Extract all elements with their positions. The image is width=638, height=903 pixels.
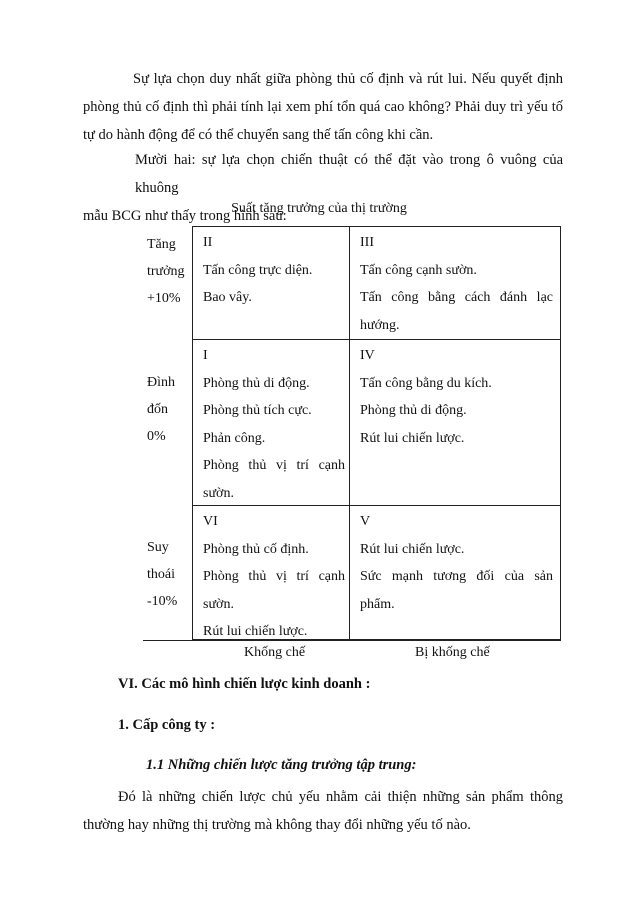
paragraph-1-line-2: phòng thủ cố định thì phải tính lại xem phí tổn quá cao không? Phải duy trì yếu tố — [83, 99, 563, 115]
section-heading: VI. Các mô hình chiến lược kinh doanh : — [118, 676, 371, 692]
matrix-column-divider — [349, 226, 350, 640]
subsubsection-heading: 1.1 Những chiến lược tăng trưởng tập trung: — [146, 757, 417, 773]
column-label-dominant: Khống chế — [244, 645, 306, 660]
paragraph-1 — [83, 65, 563, 149]
row-label-growth — [147, 231, 185, 312]
cell-line: Bao vây. — [203, 290, 252, 305]
row-label-line: Đình — [147, 375, 175, 390]
paragraph-1-line-3: tự do hành động để có thể chuyển sang thế tấn công khi cần. — [83, 127, 434, 143]
row-label-line: trưởng — [147, 264, 185, 279]
cell-line: Rút lui chiến lược. — [203, 624, 308, 639]
row-label-line: thoái — [147, 567, 175, 582]
matrix-cell-v — [360, 508, 553, 618]
matrix-cell-ii — [203, 229, 345, 312]
cell-title: IV — [360, 348, 375, 363]
matrix-cell-i — [203, 342, 345, 507]
row-label-line: 0% — [147, 429, 166, 444]
cell-line: Tấn công cạnh sườn. — [360, 262, 477, 278]
cell-line: Phòng thủ di động. — [203, 375, 310, 391]
cell-line: Phòng thủ cố định. — [203, 541, 309, 557]
paragraph-1-line-1: Sự lựa chọn duy nhất giữa phòng thủ cố định và rút lui. Nếu quyết định — [133, 71, 563, 87]
cell-line: Phòng thủ vị trí cạnh — [203, 569, 345, 584]
matrix-row-divider — [192, 339, 561, 340]
cell-line: Rút lui chiến lược. — [360, 430, 465, 446]
cell-line: Phòng thủ di động. — [360, 403, 467, 418]
paragraph-2-line-2: mẫu BCG như thấy trong hình sau: — [83, 208, 287, 224]
row-label-line: -10% — [147, 594, 178, 609]
cell-line: Rút lui chiến lược. — [360, 541, 465, 557]
cell-line: sườn. — [203, 485, 234, 501]
cell-title: II — [203, 235, 213, 250]
row-label-stagnant — [147, 369, 175, 450]
row-label-decline — [147, 534, 177, 615]
cell-line: Phòng thủ vị trí cạnh — [203, 458, 345, 473]
row-label-line: +10% — [147, 291, 181, 306]
cell-title: VI — [203, 514, 218, 529]
cell-line: sườn. — [203, 596, 234, 612]
matrix-caption: Suất tăng trưởng của thị trường — [231, 201, 407, 216]
cell-title: III — [360, 235, 374, 250]
cell-title: I — [203, 348, 208, 363]
cell-line: Phòng thủ tích cực. — [203, 403, 312, 418]
cell-line: Sức mạnh tương đối của sản — [360, 569, 553, 584]
row-label-line: đốn — [147, 402, 168, 417]
cell-line: Tấn công bằng cách đánh lạc — [360, 290, 553, 305]
cell-line: phẩm. — [360, 596, 395, 612]
paragraph-3-line-2: thường hay những thị trường mà không thay đổi những yếu tố nào. — [83, 817, 471, 833]
paragraph-3 — [83, 783, 563, 839]
row-label-line: Tăng — [147, 237, 176, 252]
subsection-heading: 1. Cấp công ty : — [118, 717, 216, 733]
cell-line: hướng. — [360, 317, 400, 333]
matrix-cell-vi — [203, 508, 345, 646]
matrix-cell-iii — [360, 229, 553, 339]
column-label-dominated: Bị khống chế — [415, 645, 490, 660]
row-label-line: Suy — [147, 540, 169, 555]
matrix-cell-iv — [360, 342, 553, 452]
cell-title: V — [360, 514, 371, 529]
paragraph-2-line-1: Mười hai: sự lựa chọn chiến thuật có thể đặt vào trong ô vuông của khuông — [135, 152, 563, 196]
cell-line: Phản công. — [203, 430, 266, 446]
paragraph-2 — [83, 146, 563, 230]
paragraph-3-line-1: Đó là những chiến lược chủ yếu nhằm cải thiện những sản phẩm thông — [118, 789, 563, 805]
cell-line: Tấn công trực diện. — [203, 262, 313, 278]
cell-line: Tấn công bằng du kích. — [360, 375, 492, 391]
